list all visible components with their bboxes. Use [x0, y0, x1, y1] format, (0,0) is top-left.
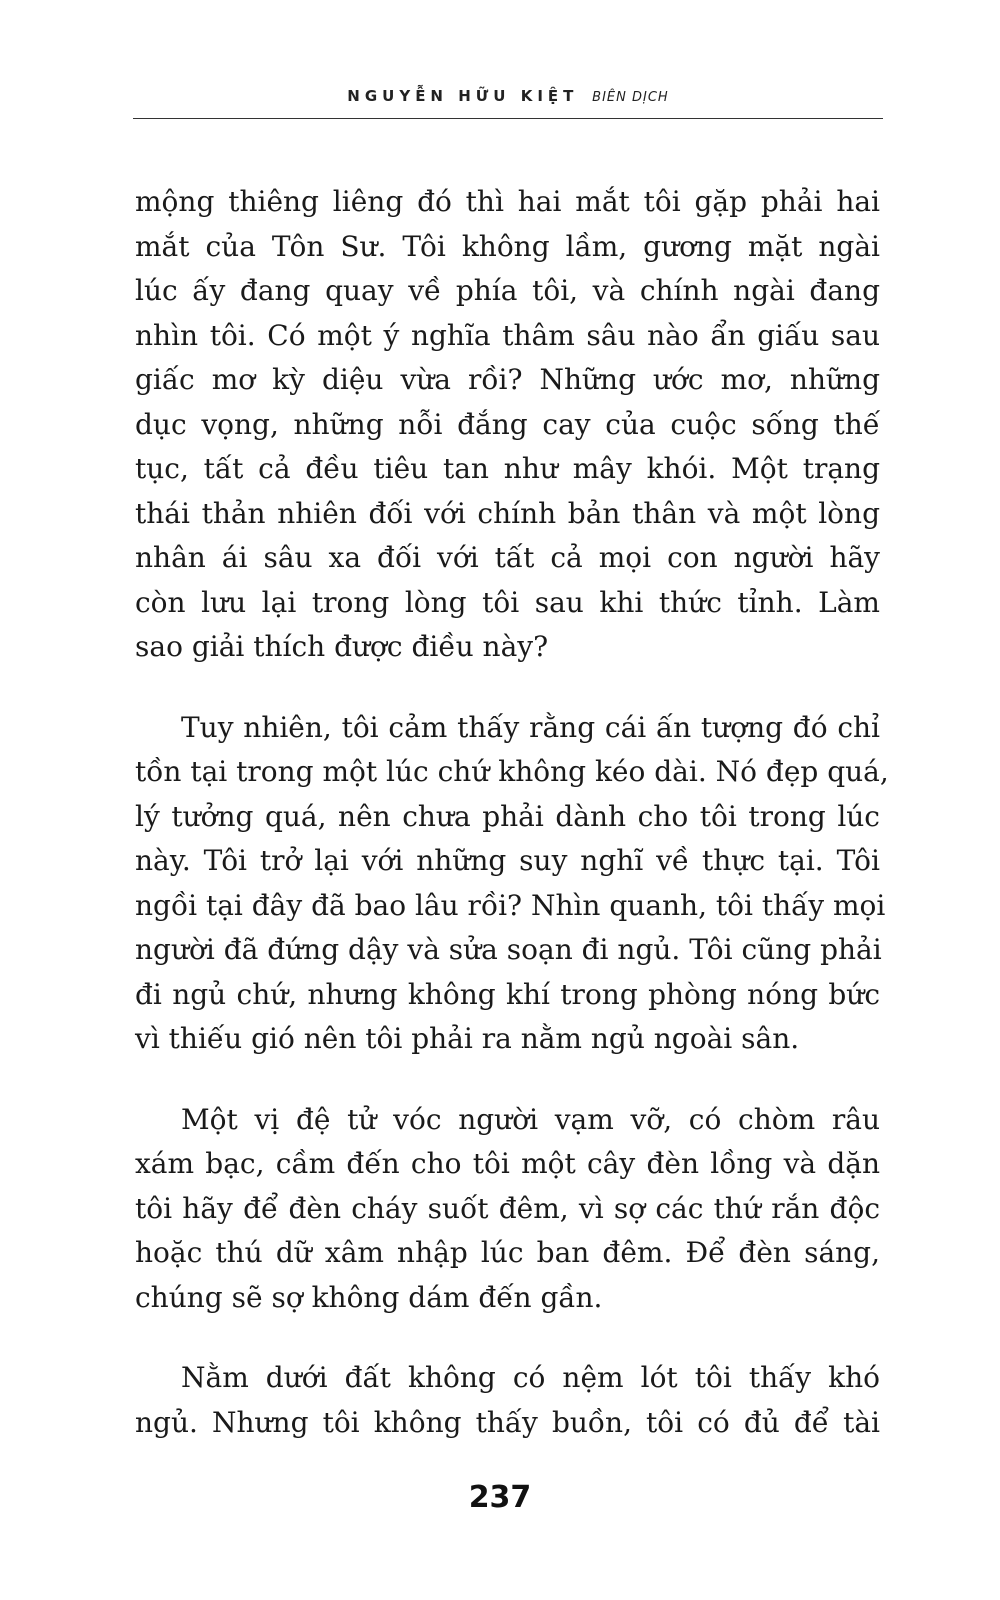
text-line: xám bạc, cầm đến cho tôi một cây đèn lồng và dặn [135, 1147, 880, 1180]
header-divider [133, 118, 883, 119]
text-line: còn lưu lại trong lòng tôi sau khi thức tỉnh. Làm [135, 585, 880, 619]
text-line: tồn tại trong một lúc chứ không kéo dài. Nó đẹp quá, [135, 755, 889, 788]
text-line: giấc mơ kỳ diệu vừa rồi? Những ước mơ, những [135, 363, 880, 396]
text-line: chúng sẽ sợ không dám đến gần. [135, 1280, 603, 1314]
text-line: đi ngủ chứ, nhưng không khí trong phòng nóng bức [135, 977, 880, 1011]
paragraph-1 [135, 180, 880, 670]
text-line: lúc ấy đang quay về phía tôi, và chính ngài đang [135, 274, 880, 307]
paragraph-spacer [135, 1062, 880, 1098]
text-line: sao giải thích được điều này? [135, 630, 549, 663]
header-role: BIÊN DỊCH [592, 90, 669, 105]
header-author: NGUYỄN HỮU KIỆT [347, 87, 579, 105]
text-line: người đã đứng dậy và sửa soạn đi ngủ. Tôi cũng phải [135, 933, 882, 966]
paragraph-2 [135, 706, 889, 1062]
paragraph-spacer [135, 670, 880, 706]
text-line: này. Tôi trở lại với những suy nghĩ về thực tại. Tôi [135, 844, 880, 877]
text-line: nhân ái sâu xa đối với tất cả mọi con người hãy [135, 541, 880, 574]
text-line: ngồi tại đây đã bao lâu rồi? Nhìn quanh, tôi thấy mọi [135, 888, 886, 922]
text-line: ngủ. Nhưng tôi không thấy buồn, tôi có đủ để tài [135, 1405, 880, 1439]
text-line: hoặc thú dữ xâm nhập lúc ban đêm. Để đèn sáng, [135, 1236, 880, 1269]
text-line: thái thản nhiên đối với chính bản thân và một lòng [135, 496, 880, 530]
running-header [133, 84, 883, 108]
paragraph-4 [135, 1356, 880, 1445]
text-line: Tuy nhiên, tôi cảm thấy rằng cái ấn tượng đó chỉ [181, 710, 880, 744]
paragraph-spacer [135, 1320, 880, 1356]
text-line: tôi hãy để đèn cháy suốt đêm, vì sợ các thứ rắn độc [135, 1191, 880, 1225]
text-line: Một vị đệ tử vóc người vạm vỡ, có chòm râu [181, 1102, 880, 1136]
text-line: mộng thiêng liêng đó thì hai mắt tôi gặp phải hai [135, 185, 880, 218]
text-line: vì thiếu gió nên tôi phải ra nằm ngủ ngoài sân. [135, 1022, 800, 1055]
text-line: mắt của Tôn Sư. Tôi không lầm, gương mặt ngài [135, 229, 880, 263]
paragraph-3 [135, 1098, 880, 1321]
text-line: Nằm dưới đất không có nệm lót tôi thấy khó [181, 1361, 880, 1394]
page-body [135, 180, 889, 1445]
text-line: dục vọng, những nỗi đắng cay của cuộc sống thế [135, 407, 880, 441]
page-number: 237 [468, 1480, 532, 1515]
text-line: lý tưởng quá, nên chưa phải dành cho tôi trong lúc [135, 799, 880, 833]
text-line: tục, tất cả đều tiêu tan như mây khói. Một trạng [135, 452, 880, 485]
text-line: nhìn tôi. Có một ý nghĩa thâm sâu nào ẩn giấu sau [135, 318, 880, 352]
